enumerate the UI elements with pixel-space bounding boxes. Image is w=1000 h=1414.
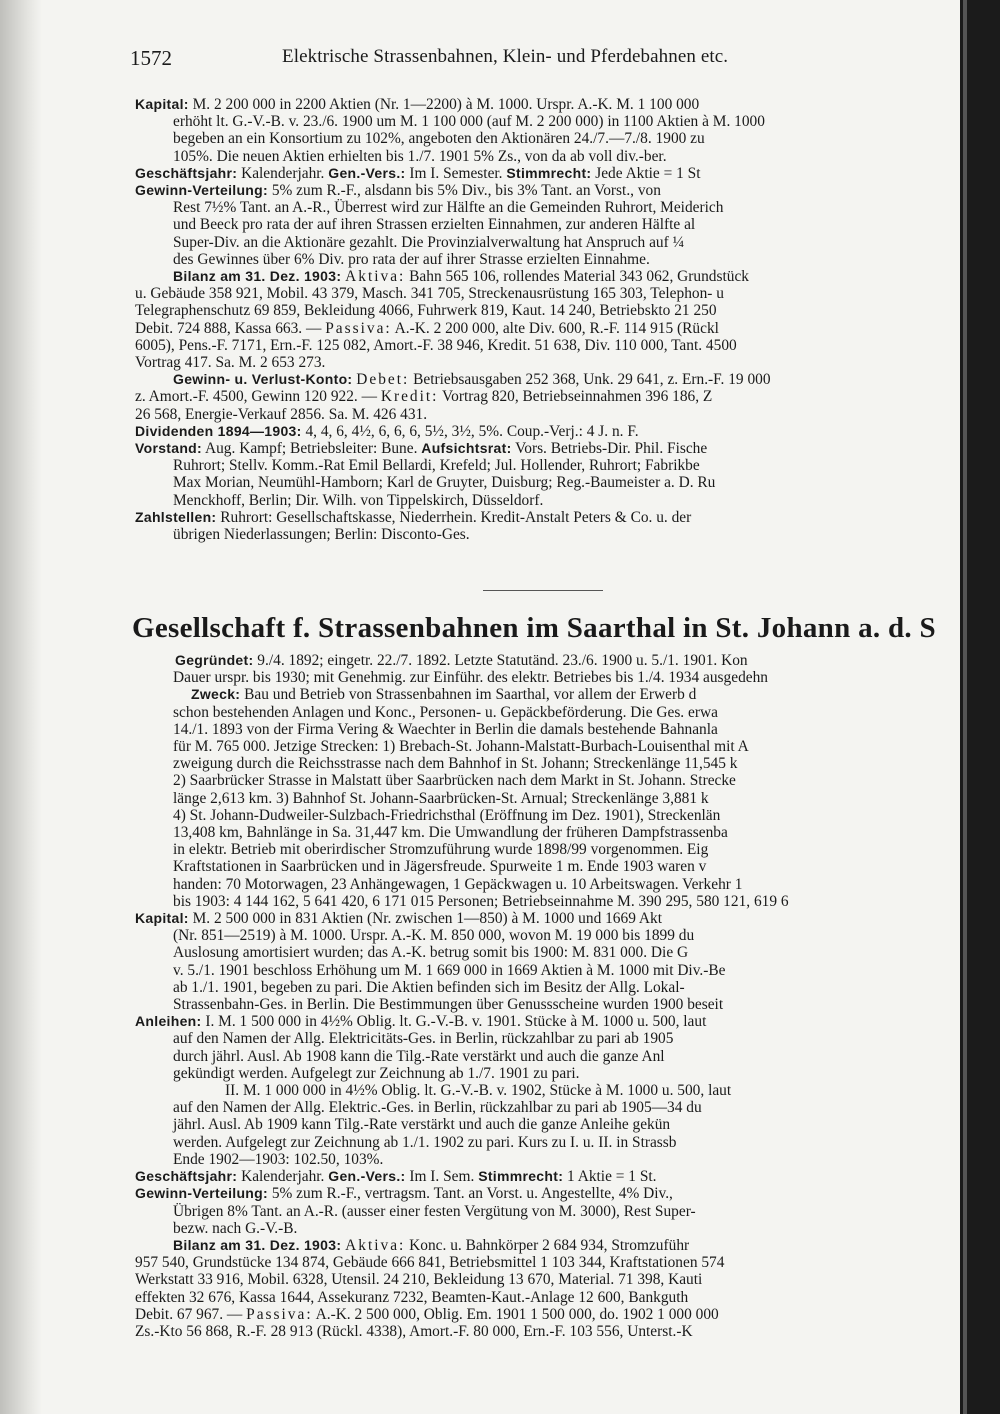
text-line: Kraftstationen in Saarbrücken und in Jägersfreude. Spurweite 1 m. Ende 1903 waren v: [173, 858, 707, 876]
text-line: Ruhrort; Stellv. Komm.-Rat Emil Bellardi, Krefeld; Jul. Hollender, Ruhrort; Fabrikbe: [173, 457, 700, 475]
gegruendet-line: Gegründet: 9./4. 1892; eingetr. 22./7. 1892. Letzte Statutänd. 23./6. 1900 u. 5./1. 1901. Kon: [175, 652, 748, 669]
gewinn-verteilung-line: Gewinn-Verteilung: 5% zum R.-F., alsdann bis 5% Div., bis 3% Tant. an Vorst., von: [135, 182, 661, 200]
text-line: jährl. Ausl. Ab 1909 kann Tilg.-Rate verstärkt und auch die ganze Anleihe gekün: [173, 1116, 671, 1134]
text-line: Menckhoff, Berlin; Dir. Wilh. von Tippelskirch, Düsseldorf.: [173, 491, 544, 509]
text-line: Werkstatt 33 916, Mobil. 6328, Utensil. 24 210, Bekleidung 13 670, Material. 71 398, Kauti: [135, 1271, 703, 1289]
text-line: begeben an ein Konsortium zu 102%, angeboten den Aktionären 24./7.—7./8. 1900 zu: [173, 130, 705, 148]
text-line: u. Gebäude 358 921, Mobil. 43 379, Masch. 341 705, Streckenausrüstung 165 303, Telephon- u: [135, 285, 724, 303]
text-line: schon bestehenden Anlagen und Konc., Personen- u. Gepäckbeförderung. Die Ges. erwa: [173, 703, 718, 721]
text-line: für M. 765 000. Jetzige Strecken: 1) Brebach-St. Johann-Malstatt-Burbach-Louisenthal mit A: [173, 738, 749, 756]
text-line: bezw. nach G.-V.-B.: [173, 1219, 298, 1237]
text-line: erhöht lt. G.-V.-B. v. 23./6. 1900 um M. 1 100 000 (auf M. 2 200 000) in 1100 Aktien à M. 1000: [173, 113, 765, 131]
text-line: des Gewinnes über 6% Div. pro rata der auf ihrer Strasse erzielten Einnahme.: [173, 250, 650, 268]
text-line: werden. Aufgelegt zur Zeichnung ab 1./1. 1902 zu pari. Kurs zu I. u. II. in Strassb: [173, 1133, 677, 1151]
text-line: effekten 32 676, Kassa 1644, Assekuranz 7232, Beamten-Kaut.-Anlage 12 600, Bankguth: [135, 1288, 689, 1306]
text-line: Rest 7½% Tant. an A.-R., Überrest wird zur Hälfte an die Gemeinden Ruhrort, Meiderich: [173, 199, 724, 217]
text-line: Strassenbahn-Ges. in Berlin. Die Bestimmungen über Genussscheine wurden 1900 beseit: [173, 996, 724, 1014]
page-edge-line: [963, 0, 967, 1414]
dividenden-line: Dividenden 1894—1903: 4, 4, 6, 4½, 6, 6, 6, 5½, 3½, 5%. Coup.-Verj.: 4 J. n. F.: [135, 422, 639, 440]
text-line: Debit. 724 888, Kassa 663. — Passiva: A.-K. 2 200 000, alte Div. 600, R.-F. 114 915 (Rückl: [135, 319, 719, 337]
text-line: auf den Namen der Allg. Elektricitäts-Ges. in Berlin, rückzahlbar zu pari ab 1905: [173, 1030, 674, 1048]
text-line: durch jährl. Ausl. Ab 1908 kann die Tilg.-Rate verstärkt und auch die ganze Anl: [173, 1047, 665, 1065]
text-line: Debit. 67 967. — Passiva: A.-K. 2 500 000, Oblig. Em. 1901 1 500 000, do. 1902 1 000 000: [135, 1305, 719, 1323]
text-line: II. M. 1 000 000 in 4½% Oblig. lt. G.-V.-B. v. 1902, Stücke à M. 1000 u. 500, laut: [225, 1082, 732, 1100]
text-line: Telegraphenschutz 69 859, Bekleidung 4066, Fuhrwerk 819, Kaut. 14 240, Betriebskto 21 250: [135, 302, 717, 320]
text-line: bis 1903: 4 144 162, 5 641 420, 6 171 015 Personen; Betriebseinnahme M. 390 295, 580 121, 619 6: [173, 892, 789, 910]
text-line: zweigung durch die Reichsstrasse nach dem Bahnhof in St. Johann; Streckenlänge 11,545 k: [173, 755, 738, 773]
text-line: z. Amort.-F. 4500, Gewinn 120 922. — Kredit: Vortrag 820, Betriebseinnahmen 396 186, Z: [135, 388, 713, 406]
kapital-line: Kapital: M. 2 500 000 in 831 Aktien (Nr. zwischen 1—850) à M. 1000 und 1669 Akt: [135, 910, 662, 928]
bilanz-line: Bilanz am 31. Dez. 1903: Aktiva: Konc. u. Bahnkörper 2 684 934, Stromzuführ: [173, 1236, 690, 1254]
section-saarthal-company: [135, 652, 950, 1340]
bilanz-line: Bilanz am 31. Dez. 1903: Aktiva: Bahn 565 106, rollendes Material 343 062, Grundstück: [173, 268, 749, 286]
text-line: Dauer urspr. bis 1930; mit Genehmig. zur Einführ. des elektr. Betriebes bis 1./4. 1934 ausgedehn: [173, 669, 768, 687]
zweck-line: Zweck: Bau und Betrieb von Strassenbahnen im Saarthal, vor allem der Erwerb d: [191, 686, 697, 704]
text-line: Übrigen 8% Tant. an A.-R. (ausser einer festen Vergütung von M. 3000), Rest Super-: [173, 1202, 696, 1220]
text-line: 6005), Pens.-F. 7171, Ern.-F. 125 082, Amort.-F. 38 946, Kredit. 51 638, Div. 110 000, Tant. 4500: [135, 336, 737, 354]
text-line: ab 1./1. 1901, begeben zu pari. Die Aktien befinden sich im Besitz der Allg. Lokal-: [173, 978, 685, 996]
kapital-line: Kapital: M. 2 200 000 in 2200 Aktien (Nr. 1—2200) à M. 1000. Urspr. A.-K. M. 1 100 000: [135, 96, 700, 113]
text-line: 105%. Die neuen Aktien erhielten bis 1./7. 1901 5% Zs., von da ab voll div.-ber.: [173, 147, 667, 165]
text-line: länge 2,613 km. 3) Bahnhof St. Johann-Saarbrücken-St. Arnual; Streckenlänge 3,881 k: [173, 789, 709, 807]
section-previous-company: [135, 96, 950, 543]
text-line: Max Morian, Neumühl-Hamborn; Karl de Gruyter, Duisburg; Reg.-Baumeister a. D. Ru: [173, 474, 716, 492]
text-line: Vortrag 417. Sa. M. 2 653 273.: [135, 354, 326, 372]
text-line: Auslosung amortisiert wurden; das A.-K. betrug somit bis 1900: M. 831 000. Die G: [173, 944, 689, 962]
text-line: 26 568, Energie-Verkauf 2856. Sa. M. 426 431.: [135, 405, 428, 423]
text-line: v. 5./1. 1901 beschloss Erhöhung um M. 1 669 000 in 1669 Aktien à M. 1000 mit Div.-Be: [173, 961, 726, 979]
text-line: Ende 1902—1903: 102.50, 103%.: [173, 1150, 384, 1168]
text-line: übrigen Niederlassungen; Berlin: Disconto-Ges.: [173, 526, 470, 544]
geschaeftsjahr-line: Geschäftsjahr: Kalenderjahr. Gen.-Vers.: Im I. Sem. Stimmrecht: 1 Aktie = 1 St.: [135, 1168, 657, 1186]
running-title: Elektrische Strassenbahnen, Klein- und Pferdebahnen etc.: [282, 46, 729, 67]
text-line: und Beeck pro rata der auf ihren Strassen erzielten Einnahmen, zur anderen Hälfte al: [173, 216, 696, 234]
page-edge-border: [960, 0, 1000, 1414]
page-header: [130, 46, 960, 76]
text-line: 13,408 km, Bahnlänge in Sa. 31,447 km. Die Umwandlung der früheren Dampfstrassenba: [173, 824, 728, 842]
text-line: auf den Namen der Allg. Elektric.-Ges. in Berlin, rückzahlbar zu pari ab 1905—34 du: [173, 1099, 702, 1117]
text-line: Zs.-Kto 56 868, R.-F. 28 913 (Rückl. 4338), Amort.-F. 80 000, Ern.-F. 103 556, Unterst.-K: [135, 1322, 693, 1340]
geschaeftsjahr-line: Geschäftsjahr: Kalenderjahr. Gen.-Vers.: Im I. Semester. Stimmrecht: Jede Aktie = 1 St: [135, 164, 701, 182]
page-number: 1572: [130, 46, 172, 70]
text-line: gekündigt werden. Aufgelegt zur Zeichnung ab 1./7. 1901 zu pari.: [173, 1064, 580, 1082]
text-line: 2) Saarbrücker Strasse in Malstatt über Saarbrücken nach dem Markt in St. Johann. Strecke: [173, 772, 736, 790]
guv-line: Gewinn- u. Verlust-Konto: Debet: Betriebsausgaben 252 368, Unk. 29 641, z. Ern.-F. 19 000: [173, 371, 771, 389]
section-divider: [483, 590, 603, 591]
text-line: (Nr. 851—2519) à M. 1000. Urspr. A.-K. M. 850 000, wovon M. 19 000 bis 1899 du: [173, 927, 695, 945]
text-line: handen: 70 Motorwagen, 23 Anhängewagen, 1 Gepäckwagen u. 10 Arbeitswagen. Verkehr 1: [173, 875, 743, 893]
text-line: 4) St. Johann-Dudweiler-Sulzbach-Friedrichsthal (Eröffnung im Dez. 1901), Streckenlän: [173, 806, 721, 824]
text-line: 14./1. 1893 von der Firma Vering & Waechter in Berlin die damals bestehende Bahnanla: [173, 720, 718, 738]
company-title: Gesellschaft f. Strassenbahnen im Saarthal in St. Johann a. d. S: [132, 612, 936, 644]
gewinn-verteilung-line: Gewinn-Verteilung: 5% zum R.-F., vertragsm. Tant. an Vorst. u. Angestellte, 4% Div.,: [135, 1185, 673, 1203]
text-line: in elektr. Betrieb mit oberirdischer Stromzuführung wurde 1898/99 vorgenommen. Eig: [173, 841, 709, 859]
page-spine-shadow: [0, 0, 42, 1414]
text-line: Super-Div. an die Aktionäre gezahlt. Die Provinzialverwaltung hat Anspruch auf ¼: [173, 233, 685, 251]
vorstand-line: Vorstand: Aug. Kampf; Betriebsleiter: Bune. Aufsichtsrat: Vors. Betriebs-Dir. Phil. Fische: [135, 440, 708, 458]
anleihen-line: Anleihen: I. M. 1 500 000 in 4½% Oblig. lt. G.-V.-B. v. 1901. Stücke à M. 1000 u. 500, laut: [135, 1013, 707, 1031]
text-line: 957 540, Grundstücke 134 874, Gebäude 666 841, Betriebsmittel 1 103 344, Kraftstationen 574: [135, 1254, 725, 1272]
zahlstellen-line: Zahlstellen: Ruhrort: Gesellschaftskasse, Niederrhein. Kredit-Anstalt Peters & Co. u. der: [135, 508, 692, 526]
